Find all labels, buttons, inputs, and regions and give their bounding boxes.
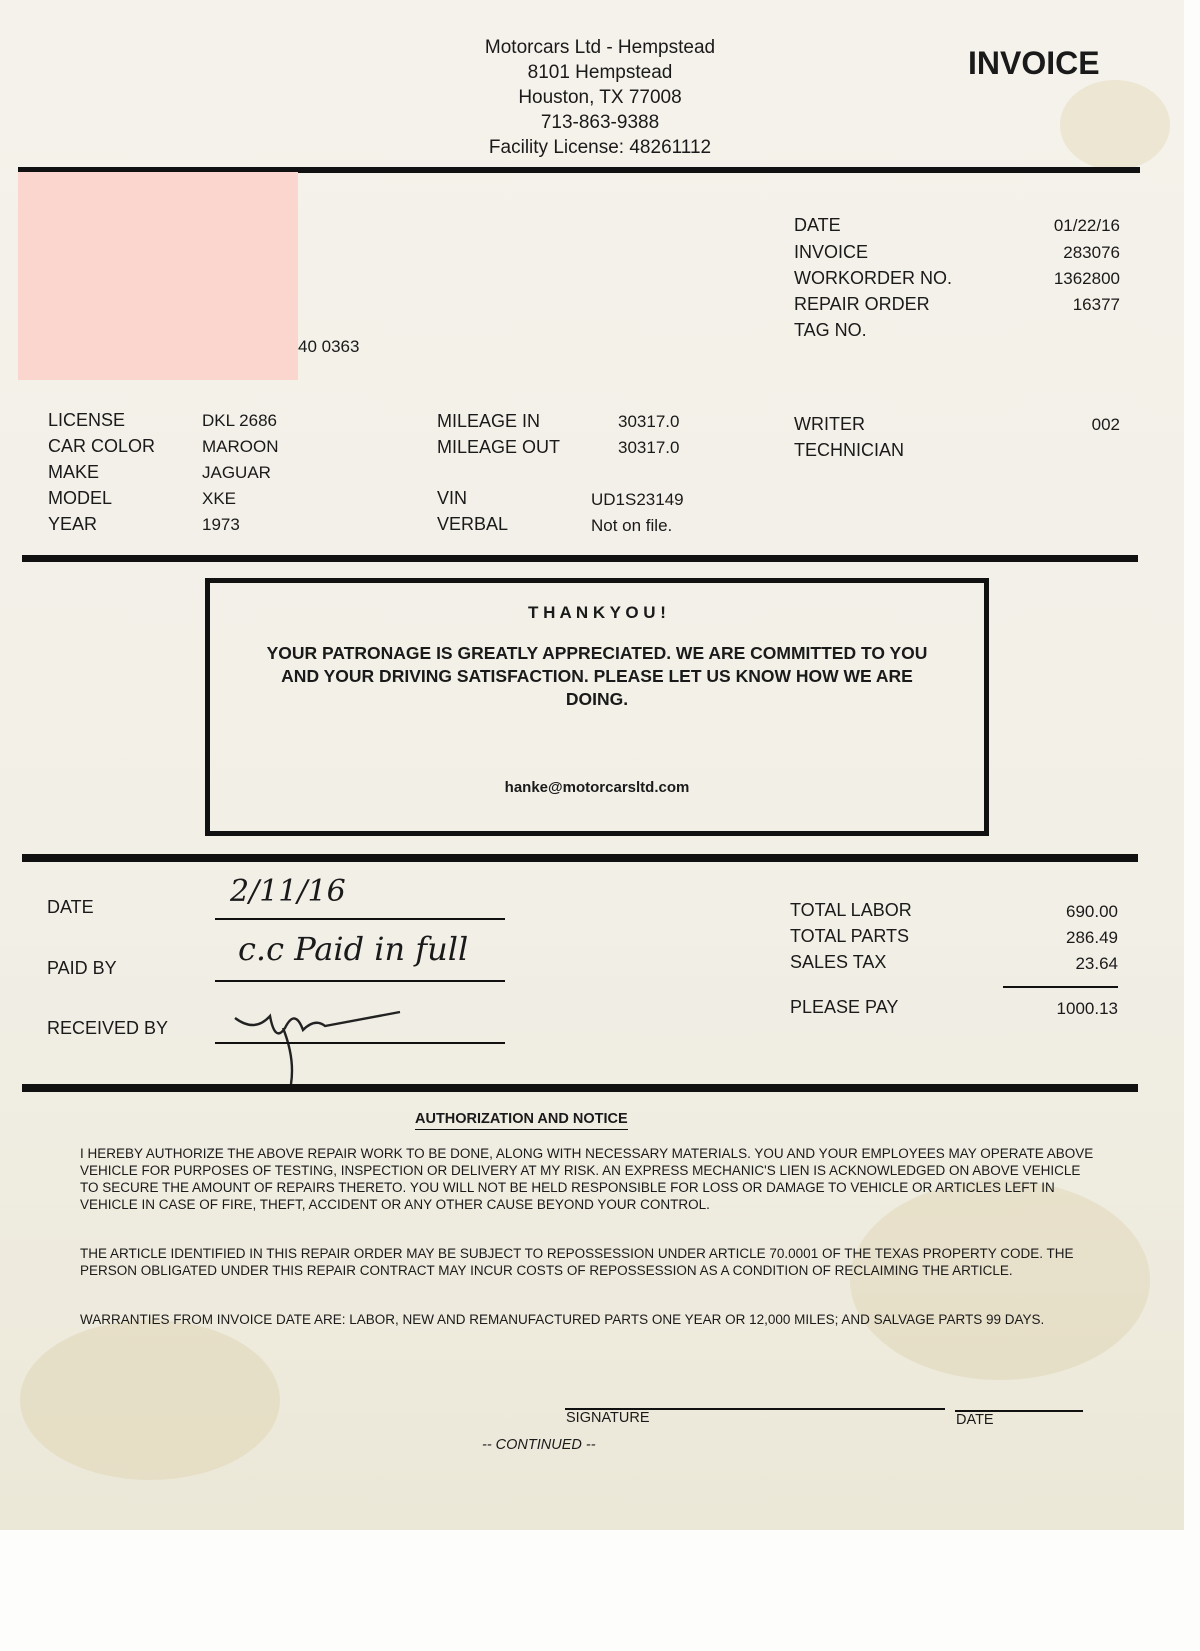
facility-license: Facility License: 48261112 [488,137,712,158]
company-name: Motorcars Ltd - Hempstead [484,37,716,58]
shop-header [420,35,780,160]
verbal-label: VERBAL [437,514,509,534]
meta-date-label: DATE [794,215,841,235]
model-value: XKE [202,489,237,508]
vin-value: UD1S23149 [591,490,684,509]
meta-invoice-value: 283076 [1063,243,1120,262]
sales-tax-value: 23.64 [1075,954,1118,973]
year-value: 1973 [202,515,240,534]
received-by-line [215,1042,505,1044]
continued-marker: -- CONTINUED -- [482,1437,596,1453]
make-value: JAGUAR [202,463,271,482]
meta-date-value: 01/22/16 [1053,216,1120,235]
paid-by-handwritten: c.c Paid in full [238,930,469,968]
thank-you-line3: DOING. [565,689,629,709]
mileage-in-label: MILEAGE IN [437,411,541,431]
meta-repair-value: 16377 [1072,295,1120,314]
meta-repair-label: REPAIR ORDER [794,294,930,314]
repossession-paragraph: THE ARTICLE IDENTIFIED IN THIS REPAIR ORDER MAY BE SUBJECT TO REPOSSESSION UNDER ARTICLE 70.0001 OF THE TEXAS PROPERTY CODE. THE PERSON OBLIGATED UNDER THIS REPAIR CONTRACT MAY INCUR COSTS OF REPOSSESSION AS A CONDITION OF RECLAIMING THE ARTICLE. [80,1246,1074,1278]
verbal-value: Not on file. [591,516,673,535]
mileage-in-value: 30317.0 [618,412,680,431]
paid-by-line [215,980,505,982]
divider [22,854,1138,862]
writer-label: WRITER [794,414,865,434]
total-parts-value: 286.49 [1066,928,1118,947]
thank-you-box [205,578,989,836]
thank-you-title: T H A N K Y O U ! [528,603,666,622]
received-by-label: RECEIVED BY [47,1018,169,1038]
contact-email: hanke@motorcarsltd.com [504,779,690,796]
authorization-paragraph: I HEREBY AUTHORIZE THE ABOVE REPAIR WORK TO BE DONE, ALONG WITH NECESSARY MATERIALS. YOU AND YOUR EMPLOYEES MAY OPERATE ABOVE VEHICLE FOR PURPOSES OF TESTING, INSPECTION OR DELIVERY AT MY RISK. AN EXPRESS MECHANIC'S LIEN IS ACKNOWLEDGED ON ABOVE VEHICLE TO SECURE THE AMOUNT OF REPAIRS THERETO. YOU WILL NOT BE HELD RESPONSIBLE FOR LOSS OR DAMAGE TO VEHICLE OR ARTICLES LEFT IN VEHICLE IN CASE OF FIRE, THEFT, ACCIDENT OR ANY OTHER CAUSE BEYOND YOUR CONTROL. [80,1146,1094,1212]
meta-tag-label: TAG NO. [794,320,867,340]
color-label: CAR COLOR [48,436,156,456]
stain [1060,80,1170,170]
company-address: 8101 Hempstead [527,62,673,83]
model-label: MODEL [48,488,113,508]
writer-value: 002 [1091,415,1120,434]
payment-date-label: DATE [47,897,94,917]
document-title: INVOICE [968,45,1100,81]
thank-you-line2: AND YOUR DRIVING SATISFACTION. PLEASE LET US KNOW HOW WE ARE [281,666,913,686]
meta-workorder-label: WORKORDER NO. [794,268,953,288]
please-pay-label: PLEASE PAY [790,997,899,1017]
payment-date-line [215,918,505,920]
sign-date-label: DATE [956,1412,994,1428]
mileage-out-value: 30317.0 [618,438,680,457]
stain [20,1320,280,1480]
total-labor-value: 690.00 [1066,902,1118,921]
license-label: LICENSE [48,410,126,430]
make-label: MAKE [48,462,100,482]
vin-label: VIN [437,488,468,508]
mileage-out-label: MILEAGE OUT [437,437,561,457]
please-pay-value: 1000.13 [1056,999,1118,1018]
technician-label: TECHNICIAN [794,440,905,460]
payment-date-handwritten: 2/11/16 [230,874,346,909]
divider [22,555,1138,562]
license-value: DKL 2686 [202,411,277,430]
total-labor-label: TOTAL LABOR [790,900,912,920]
thank-you-line1: YOUR PATRONAGE IS GREATLY APPRECIATED. WE ARE COMMITTED TO YOU [266,643,928,663]
customer-phone-partial: 40 0363 [298,337,360,356]
paid-by-label: PAID BY [47,958,117,978]
warranty-paragraph: WARRANTIES FROM INVOICE DATE ARE: LABOR, NEW AND REMANUFACTURED PARTS ONE YEAR OR 12,000 MILES; AND SALVAGE PARTS 99 DAYS. [80,1312,1045,1327]
sales-tax-label: SALES TAX [790,952,887,972]
company-phone: 713-863-9388 [540,112,660,133]
signature-label: SIGNATURE [566,1410,650,1426]
company-city: Houston, TX 77008 [518,87,682,108]
redacted-customer-block [18,172,298,380]
totals-rule [1003,986,1118,988]
meta-invoice-label: INVOICE [794,242,869,262]
meta-workorder-value: 1362800 [1053,269,1120,288]
notice-title: AUTHORIZATION AND NOTICE [415,1111,628,1130]
color-value: MAROON [202,437,279,456]
total-parts-label: TOTAL PARTS [790,926,910,946]
divider [22,1084,1138,1092]
year-label: YEAR [48,514,98,534]
